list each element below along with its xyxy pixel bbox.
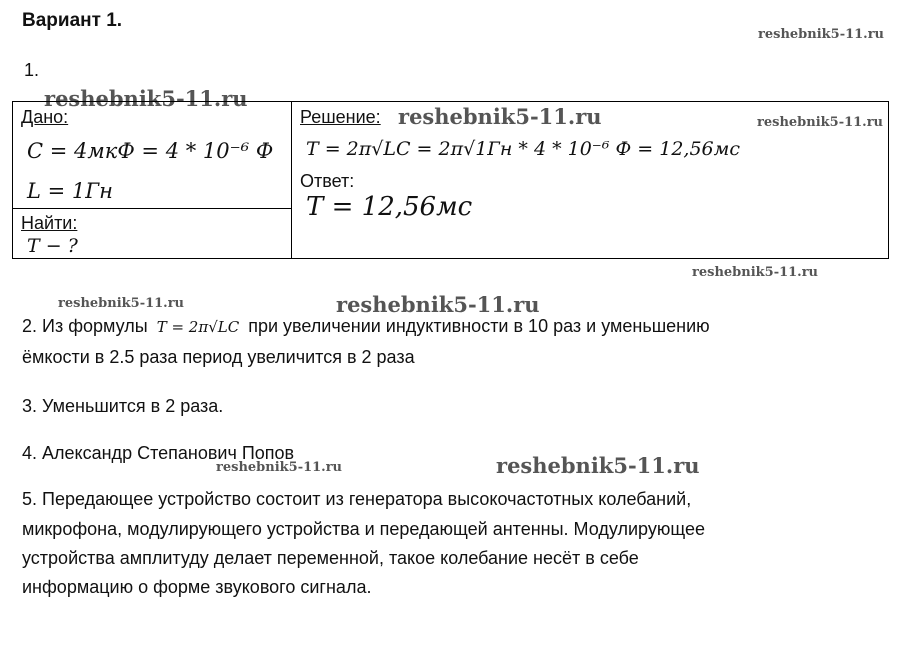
watermark: reshebnik5-11.ru [758,27,885,42]
task5-line: 5. Передающее устройство состоит из генератора высокочастотных колебаний, [22,489,692,509]
solution-formula: T = 2π√LC = 2π√1Гн * 4 * 10⁻⁶ Ф = 12,56мс [306,138,741,160]
watermark: reshebnik5-11.ru [757,115,884,130]
given-inductance: L = 1Гн [27,179,113,203]
task3-answer: 3. Уменьшится в 2 раза. [22,396,224,416]
task2-start: 2. Из формулы [22,316,148,336]
watermark: reshebnik5-11.ru [692,265,819,280]
given-capacitance: C = 4мкФ = 4 * 10⁻⁶ Ф [27,139,274,163]
task2-line2: ёмкости в 2.5 раза период увеличится в 2 раза [22,347,415,367]
find-label: Найти: [21,213,78,233]
solution-label: Решение: [300,107,381,127]
watermark: reshebnik5-11.ru [496,453,700,478]
watermark: reshebnik5-11.ru [336,292,540,317]
table-divider-horizontal [13,208,291,209]
task5-line: устройства амплитуду делает переменной, такое колебание несёт в себе [22,548,639,568]
watermark: reshebnik5-11.ru [58,296,185,311]
watermark: reshebnik5-11.ru [398,104,602,129]
table-divider-vertical [291,102,292,258]
task5-line: микрофона, модулирующего устройства и передающей антенны. Модулирующее [22,519,705,539]
given-label: Дано: [21,107,69,127]
answer-label: Ответ: [300,171,355,191]
task2-rest: при увеличении индуктивности в 10 раз и уменьшению [248,316,710,336]
watermark: reshebnik5-11.ru [216,460,343,475]
task2-line1 [22,311,710,342]
task2-formula: T = 2π√LC [156,318,240,336]
page-title: Вариант 1. [22,10,123,31]
find-value: T − ? [27,235,78,257]
task5-line: информацию о форме звукового сигнала. [22,577,372,597]
task4-answer: 4. Александр Степанович Попов [22,443,295,463]
task1-number: 1. [24,60,40,80]
watermark: reshebnik5-11.ru [44,86,248,111]
answer-value: T = 12,56мс [306,192,473,222]
